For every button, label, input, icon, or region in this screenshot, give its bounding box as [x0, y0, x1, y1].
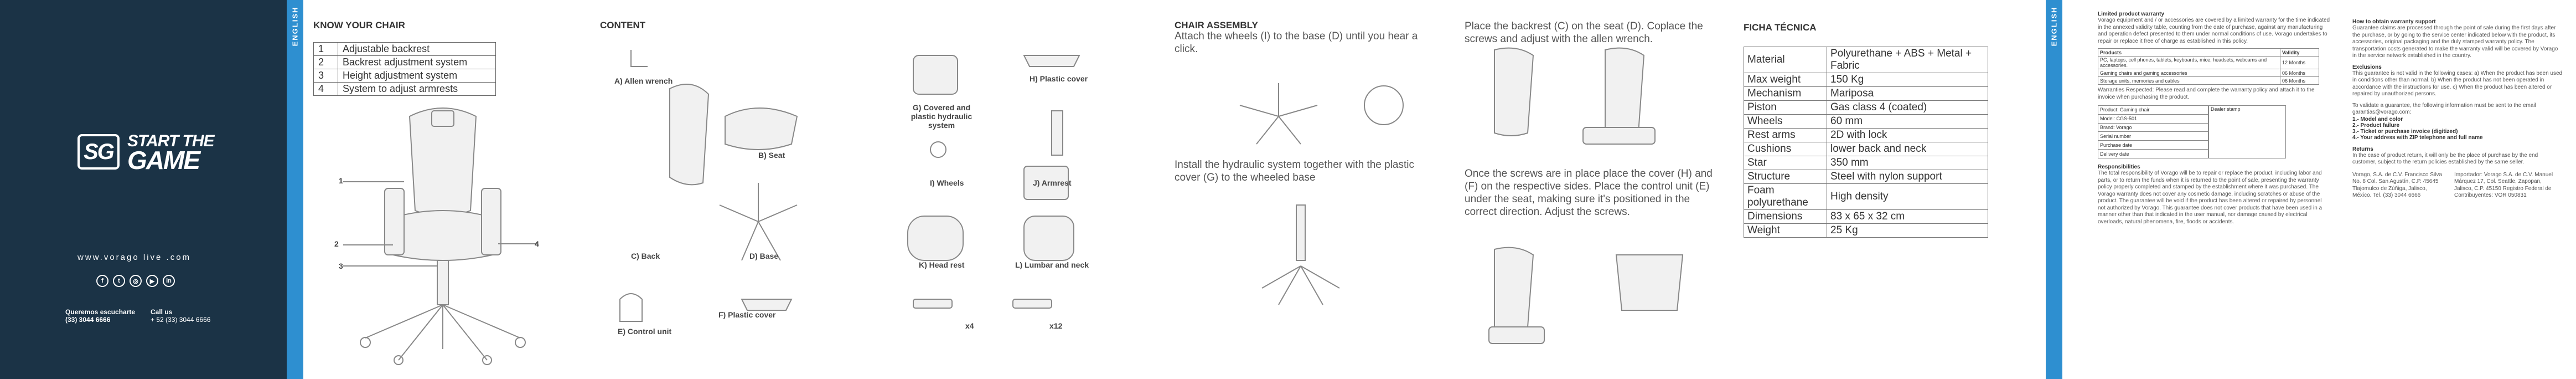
hydraulic-illustration: [1245, 199, 1356, 310]
cover-panel: [0, 0, 287, 379]
contact-phone: (33) 3044 6666: [65, 316, 111, 324]
specs-table: [1744, 47, 1988, 238]
table-row: [1744, 47, 1988, 73]
social-links: [96, 275, 175, 287]
table-row: [1744, 224, 1988, 238]
table-row: [2098, 49, 2319, 57]
spec-value: 60 mm: [1827, 115, 1988, 129]
responsibilities-text: The total responsibility of Vorago will be to repair or replace the product, including labor and parts, or to return the funds when it is returned to the point of sale, presenting the warranty policy properly completed and stamped by the establishment where it was purchased. The Vorago warranty does not cover any cosmetic damage, including scratches or abuse of the product. The guarantee will be void if the product has been altered or repaired by personnel not authorized by Vorago. This guarantee does not cover products that have been used in a manner other than that indicated in the user manual, nor damage caused by electrical overloads, natural phenomena, fire, floods or accidents.: [2098, 170, 2322, 225]
spec-key: Cushions: [1744, 142, 1827, 156]
spec-key: Star: [1744, 156, 1827, 170]
spec-value: lower back and neck: [1827, 142, 1988, 156]
spec-key: Material: [1744, 47, 1827, 73]
spec-key: Foam polyurethane: [1744, 184, 1827, 210]
validation-item: 4.- Your address with ZIP telephone and full name: [2352, 134, 2483, 141]
table-cell: Gaming chairs and gaming accessories: [2098, 69, 2280, 77]
spec-key: Mechanism: [1744, 87, 1827, 101]
table-header: Validity: [2280, 49, 2319, 57]
table-row: [1744, 101, 1988, 115]
warranty-column-2: [2352, 19, 2563, 199]
responsibilities-title: Responsibilities: [2098, 164, 2140, 170]
callout-4: 4: [535, 239, 539, 248]
table-row: [2098, 57, 2319, 69]
returns-text: In the case of product return, it will only be the place of purchase by the end customer, subject to the return policies established by the same seller.: [2352, 152, 2538, 165]
spec-value: 150 Kg: [1827, 73, 1988, 87]
table-cell: 12 Months: [2280, 57, 2319, 69]
address-vorago: Vorago, S.A. de C.V. Francisco Silva No. 8 Col. San Agustín, C.P. 45645 Tlajomulco de Zúñiga, Jalisco, México. Tel. (33) 3044 6666: [2352, 171, 2442, 198]
table-row: [314, 69, 496, 83]
content-item: C) Back: [631, 252, 660, 260]
spec-value: Gas class 4 (coated): [1827, 101, 1988, 115]
callout-2: 2: [334, 239, 339, 248]
table-row: [1744, 210, 1988, 224]
contact-phone: + 52 (33) 3044 6666: [151, 316, 211, 324]
spec-key: Dimensions: [1744, 210, 1827, 224]
facebook-icon[interactable]: f: [96, 275, 108, 287]
table-cell: Storage units, memories and cables: [2098, 77, 2280, 85]
spec-value: 2D with lock: [1827, 129, 1988, 142]
quantity-label: x4: [965, 321, 974, 330]
assembly-step-2: Install the hydraulic system together with the plastic cover (G) to the wheeled base: [1175, 159, 1414, 183]
content-item: A) Allen wrench: [614, 76, 673, 85]
spec-value: 25 Kg: [1827, 224, 1988, 238]
section-title: FICHA TÉCNICA: [1744, 22, 1817, 33]
content-item: B) Seat: [758, 151, 785, 160]
table-row: [1744, 129, 1988, 142]
form-field[interactable]: Purchase date: [2098, 141, 2208, 150]
spec-value: High density: [1827, 184, 1988, 210]
product-form: [2098, 105, 2208, 158]
table-row: [1744, 73, 1988, 87]
spec-value: 350 mm: [1827, 156, 1988, 170]
returns-title: Returns: [2352, 146, 2373, 152]
table-row: [314, 56, 496, 69]
how-text: Guarantee claims are processed through the point of sale during the first days after the purchase, or by going to the service center indicated below with the product, its accessories, original packaging and the duly stamped warranty policy. The transportation costs generated to make the warranty valid will be covered by Vorago in the service network established in the country.: [2352, 25, 2558, 59]
contact-block-1: [65, 308, 135, 324]
content-item: F) Plastic cover: [718, 310, 776, 319]
parts-table: [313, 42, 496, 96]
brand-tagline-bottom: GAME: [127, 146, 199, 175]
backrest-illustration: [1472, 44, 1705, 155]
callout-1: 1: [339, 176, 343, 185]
section-title: CHAIR ASSEMBLY: [1175, 20, 1258, 30]
spec-key: Structure: [1744, 170, 1827, 184]
website-link[interactable]: www.vorago live .com: [77, 253, 192, 262]
warranty-title: Limited product warranty: [2098, 11, 2165, 17]
content-item: G) Covered and plastic hydraulic system: [911, 103, 973, 130]
contact-title: Call us: [151, 308, 173, 316]
part-label: Adjustable backrest: [338, 43, 496, 56]
part-label: Backrest adjustment system: [338, 56, 496, 69]
part-label: Height adjustment system: [338, 69, 496, 83]
warranty-column-1: [2098, 11, 2330, 226]
addresses: [2352, 172, 2563, 199]
table-row: [1744, 115, 1988, 129]
spec-value: Polyurethane + ABS + Metal + Fabric: [1827, 47, 1988, 73]
validation-item: 1.- Model and color: [2352, 116, 2403, 122]
content-item: E) Control unit: [618, 327, 672, 336]
contact-title: Queremos escucharte: [65, 308, 136, 316]
spec-key: Wheels: [1744, 115, 1827, 129]
table-row: [1744, 170, 1988, 184]
chair-illustration: [332, 100, 554, 366]
validation-item: 3.- Ticket or purchase invoice (digitized): [2352, 128, 2458, 135]
table-row: [1744, 87, 1988, 101]
spec-key: Max weight: [1744, 73, 1827, 87]
table-cell: PC, laptops, cell phones, tablets, keyboards, mice, headsets, webcams and accessories.: [2098, 57, 2280, 69]
table-row: [1744, 142, 1988, 156]
address-importer: Importador: Vorago S.A. de C.V. Manuel Márquez 17, Col. Seattle, Zapopan, Jalisco, C.P. 45150 Registro Federal de Contribuyentes: VOR 050831: [2454, 171, 2553, 198]
table-row: [2098, 77, 2319, 85]
language-label: ENGLISH: [291, 6, 299, 47]
part-number: 2: [314, 56, 338, 69]
part-number: 3: [314, 69, 338, 83]
table-header: Products: [2098, 49, 2280, 57]
table-cell: 06 Months: [2280, 77, 2319, 85]
table-row: [314, 43, 496, 56]
exclusions-title: Exclusions: [2352, 64, 2382, 70]
how-title: How to obtain warranty support: [2352, 19, 2436, 25]
content-item: D) Base: [749, 252, 779, 260]
assembly-step-4: Once the screws are in place place the cover (H) and (F) on the respective sides. Place the control unit (E) under the seat, making sure it's positioned in the correct direction. Adjust the screws.: [1465, 168, 1713, 218]
validation-item: 2.- Product failure: [2352, 122, 2400, 129]
table-row: [1744, 184, 1988, 210]
form-field[interactable]: Serial number: [2098, 132, 2208, 141]
assembly-step-1: Attach the wheels (I) to the base (D) until you hear a click.: [1175, 30, 1418, 55]
assembly-step-3: Place the backrest (C) on the seat (D). Coplace the screws and adjust with the allen wrench.: [1465, 21, 1703, 45]
dealer-stamp-label: Dealer stamp: [2209, 106, 2286, 158]
validation-text: To validate a guarantee, the following information must be sent to the email garantias@vorago.com:: [2352, 102, 2536, 115]
part-label: System to adjust armrests: [338, 83, 496, 96]
warranty-form: [2098, 105, 2330, 158]
spec-key: Weight: [1744, 224, 1827, 238]
wheels-illustration: [1207, 72, 1428, 150]
content-item: L) Lumbar and neck: [1015, 260, 1089, 269]
quantity-label: x12: [1049, 321, 1063, 330]
form-field[interactable]: Brand: Vorago: [2098, 123, 2208, 132]
dealer-stamp-box: [2208, 105, 2286, 158]
contact-block-2: [151, 308, 210, 324]
spec-value: Steel with nylon support: [1827, 170, 1988, 184]
part-number: 1: [314, 43, 338, 56]
content-item: I) Wheels: [930, 178, 964, 187]
instagram-icon[interactable]: ◎: [130, 275, 142, 287]
content-illustrations: [609, 39, 830, 349]
warranty-note: Warranties Respected: Please read and complete the warranty policy and attach it to the invoice when purchasing the product.: [2098, 87, 2315, 100]
form-field[interactable]: Model: CGS-501: [2098, 114, 2208, 123]
table-row: [314, 83, 496, 96]
part-number: 4: [314, 83, 338, 96]
content-item: H) Plastic cover: [1030, 74, 1088, 83]
validity-table: [2098, 48, 2319, 85]
table-row: [1744, 156, 1988, 170]
form-field[interactable]: Delivery date: [2098, 150, 2208, 158]
table-row: [2098, 69, 2319, 77]
section-title: CONTENT: [600, 20, 646, 30]
language-stripe: [2046, 0, 2062, 379]
spec-key: Rest arms: [1744, 129, 1827, 142]
linkedin-icon[interactable]: in: [163, 275, 175, 287]
warranty-intro: Vorago equipment and / or accessories are covered by a limited warranty for the time indicated in the annexed validity table, counting from the date of purchase, against any manufacturing and operation defect presented to them under normal conditions of use. Vorago undertakes to repair or replace it free of charge as established in this policy.: [2098, 17, 2330, 44]
exclusions-text: This guarantee is not valid in the following cases: a) When the product has been used in conditions other than normal. b) When the product has not been operated in accordance with the instructions for use. c) When the product has been altered or repaired by unauthorized persons.: [2352, 70, 2563, 97]
youtube-icon[interactable]: ▶: [146, 275, 158, 287]
language-label: ENGLISH: [2050, 6, 2058, 47]
brand-logo: SG: [77, 134, 120, 170]
content-item: J) Armrest: [1033, 178, 1072, 187]
brand-tagline-top: START THE: [127, 132, 214, 150]
spec-value: Mariposa: [1827, 87, 1988, 101]
spec-value: 83 x 65 x 32 cm: [1827, 210, 1988, 224]
twitter-icon[interactable]: t: [113, 275, 125, 287]
section-title: KNOW YOUR CHAIR: [313, 20, 405, 30]
covers-illustration: [1472, 244, 1710, 355]
content-item: K) Head rest: [919, 260, 965, 269]
spec-key: Piston: [1744, 101, 1827, 115]
form-field[interactable]: Product: Gaming chair: [2098, 106, 2208, 115]
table-cell: 06 Months: [2280, 69, 2319, 77]
language-stripe: [287, 0, 303, 379]
callout-3: 3: [339, 262, 343, 270]
content-illustrations-2: [902, 50, 1113, 349]
